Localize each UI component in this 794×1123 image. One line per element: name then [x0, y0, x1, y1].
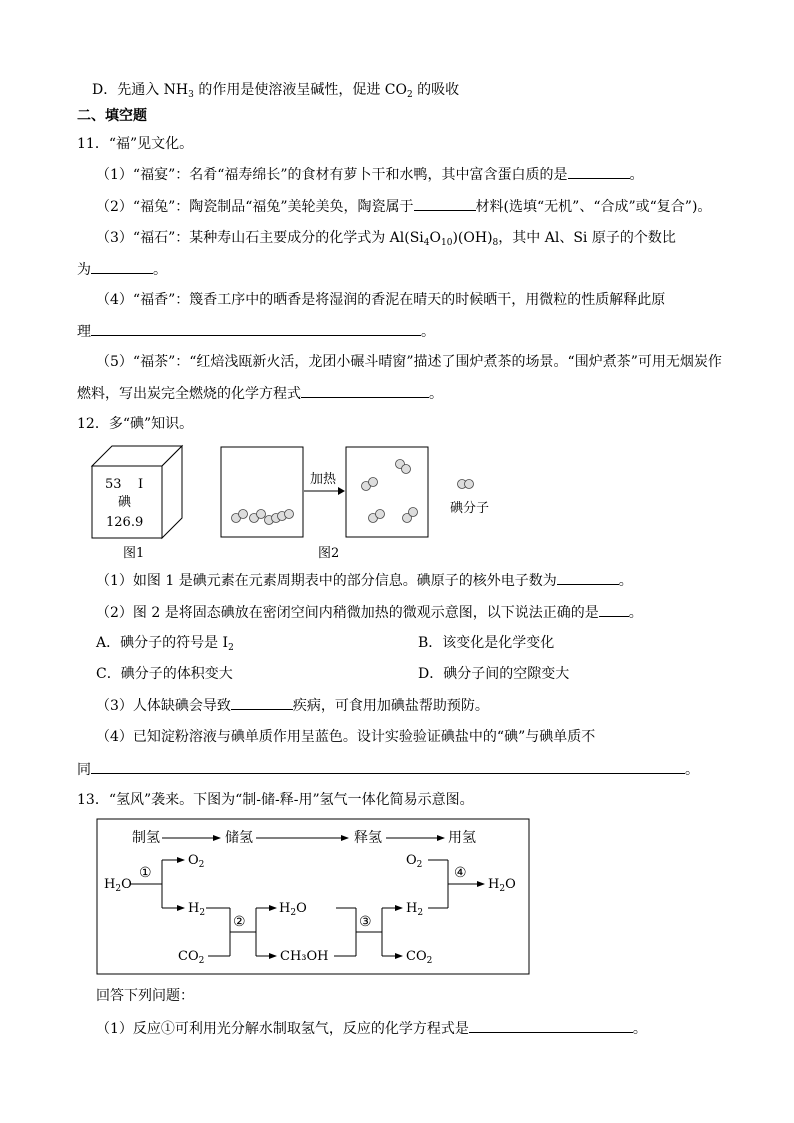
legend-label: 碘分子 — [450, 501, 490, 516]
q11-p2: （2）“福兔”：陶瓷制品“福兔”美轮美奂，陶瓷属于 材料(选填“无机”、“合成”或“复合”)。 — [96, 196, 711, 217]
heating-label: 加热 — [310, 472, 337, 487]
q11-p1: （1）“福宴”：名肴“福寿绵长”的食材有萝卜干和水鸭，其中富含蛋白质的是 。 — [96, 164, 644, 185]
hydrogen-cycle-diagram — [96, 818, 530, 976]
species-co2-left: $CO_2$ — [178, 949, 205, 966]
species-h2o-mid: $H_2O$ — [279, 901, 307, 918]
q12-p1: （1）如图 1 是碘元素在元素周期表中的部分信息。碘原子的核外电子数为 。 — [96, 570, 633, 591]
q11-p3: （3）“福石”：某种寿山石主要成分的化学式为 $Al(Si_4O_{10})(OH)_8$，其中 Al、Si 原子的个数比 — [96, 230, 676, 248]
option-d-prev: D．先通入 $NH_3$ 的作用是使溶液呈碱性，促进 $CO_2$ 的吸收 — [92, 82, 460, 100]
species-h2o-left: $H_2O$ — [104, 877, 132, 894]
figure-2-caption: 图2 — [318, 546, 340, 561]
species-h2-left: $H_2$ — [188, 901, 206, 918]
species-h2-right: $H_2$ — [406, 901, 424, 918]
q12-option-a: A．碘分子的符号是 $I_2$ — [96, 635, 234, 653]
q12-p2: （2）图 2 是将固态碘放在密闭空间内稍微加热的微观示意图，以下说法正确的是 。 — [96, 602, 643, 623]
species-o2-top: $O_2$ — [188, 853, 205, 870]
q12-option-c: C．碘分子的体积变大 — [96, 666, 233, 682]
iodine-atom — [402, 465, 411, 474]
species-co2-right: $CO_2$ — [406, 949, 433, 966]
step-4: ④ — [454, 865, 467, 881]
q11-p3-line2: 为 。 — [77, 259, 167, 280]
section-title: 二、填空题 — [77, 108, 147, 124]
answer-blank[interactable] — [568, 164, 630, 179]
q11-p4-line2: 理 。 — [77, 321, 435, 342]
species-h2o-right: $H_2O$ — [488, 877, 516, 894]
atomic-number: 53 — [105, 477, 122, 492]
species-o2-right: $O_2$ — [406, 853, 423, 870]
q11-p5: （5）“福茶”：“红焙浅瓯新火活，龙团小碾斗晴窗”描述了围炉煮茶的场景。“围炉煮茶”可用无烟炭作 — [96, 354, 722, 370]
q12-p3: （3）人体缺碘会导致 疾病，可食用加碘盐帮助预防。 — [96, 695, 489, 716]
answer-blank[interactable] — [91, 259, 153, 274]
figure-1-caption: 图1 — [123, 546, 145, 561]
answer-blank[interactable] — [91, 759, 685, 774]
stage-make: 制氢 — [132, 830, 160, 846]
q12-p4-line2: 同 。 — [77, 759, 699, 780]
step-2: ② — [233, 914, 246, 930]
answer-blank[interactable] — [414, 196, 476, 211]
stage-release: 释氢 — [354, 830, 382, 846]
q13-title: 13．“氢风”袭来。下图为“制-储-释-用”氢气一体化简易示意图。 — [77, 792, 474, 808]
iodine-atom — [285, 510, 294, 519]
iodine-atom — [239, 510, 248, 519]
q13-answer-prompt: 回答下列问题： — [96, 988, 194, 1004]
q12-title: 12．多“碘”知识。 — [77, 416, 194, 432]
atomic-mass: 126.9 — [106, 515, 144, 530]
answer-blank[interactable] — [301, 383, 429, 398]
answer-blank[interactable] — [231, 695, 293, 710]
element-symbol: I — [138, 477, 144, 492]
answer-blank[interactable] — [91, 321, 421, 336]
iodine-atom — [409, 508, 418, 517]
species-ch3oh: CH₃OH — [280, 949, 329, 964]
q11-title: 11．“福”见文化。 — [77, 136, 194, 152]
answer-blank[interactable] — [599, 602, 629, 617]
answer-blank[interactable] — [469, 1018, 633, 1033]
stage-use: 用氢 — [448, 830, 476, 846]
step-3: ③ — [359, 914, 372, 930]
q12-option-d: D．碘分子间的空隙变大 — [418, 666, 570, 682]
q11-p5-line2: 燃料，写出炭完全燃烧的化学方程式 。 — [77, 383, 443, 404]
iodine-atom — [369, 478, 378, 487]
q12-option-b: B．该变化是化学变化 — [418, 635, 555, 651]
step-1: ① — [139, 865, 152, 881]
element-name: 碘 — [118, 495, 132, 510]
legend-iodine-atom — [465, 480, 474, 489]
q11-p4: （4）“福香”：篾香工序中的晒香是将湿润的香泥在晴天的时候晒干，用微粒的性质解释此原 — [96, 292, 666, 308]
stage-store: 储氢 — [225, 830, 253, 846]
iodine-atom — [376, 510, 385, 519]
iodine-atom — [257, 510, 266, 519]
q13-p1: （1）反应①可利用光分解水制取氢气，反应的化学方程式是 。 — [96, 1018, 647, 1039]
figure-1-iodine-cell — [90, 440, 190, 540]
q12-p4: （4）已知淀粉溶液与碘单质作用呈蓝色。设计实验验证碘盐中的“碘”与碘单质不 — [96, 729, 596, 745]
figure-2-iodine-heating — [218, 444, 508, 542]
answer-blank[interactable] — [557, 570, 619, 585]
